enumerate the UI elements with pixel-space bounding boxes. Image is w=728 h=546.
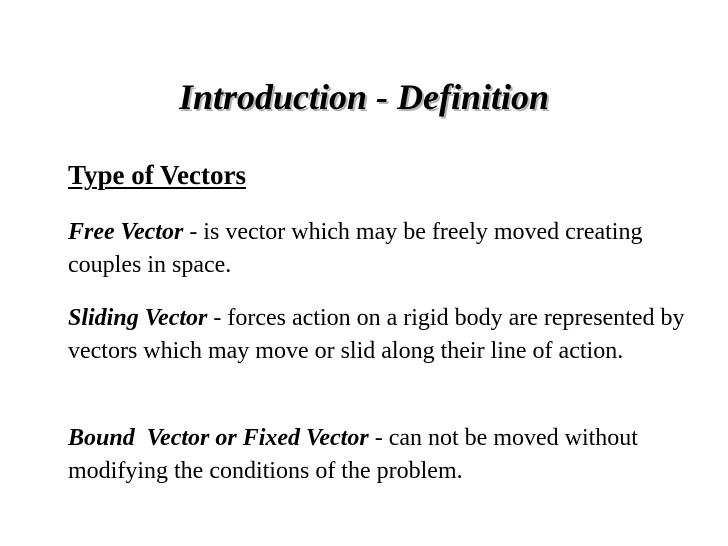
section-heading: Type of Vectors bbox=[68, 160, 246, 190]
definition-term: Free Vector bbox=[68, 219, 184, 245]
definition-term: Sliding Vector bbox=[68, 305, 208, 331]
slide-title: Introduction - Definition bbox=[178, 77, 550, 117]
definition-term: Bound Vector or Fixed Vector bbox=[68, 425, 369, 451]
definition-sliding-vector bbox=[68, 302, 698, 368]
definition-text: - can not be moved without modifying the conditions of the problem. bbox=[68, 425, 638, 484]
definition-free-vector bbox=[68, 216, 698, 282]
definition-bound-vector bbox=[68, 422, 698, 488]
definition-text: - is vector which may be freely moved creating couples in space. bbox=[68, 219, 643, 278]
definition-text: - forces action on a rigid body are represented by vectors which may move or slid along their line of action. bbox=[68, 305, 685, 364]
